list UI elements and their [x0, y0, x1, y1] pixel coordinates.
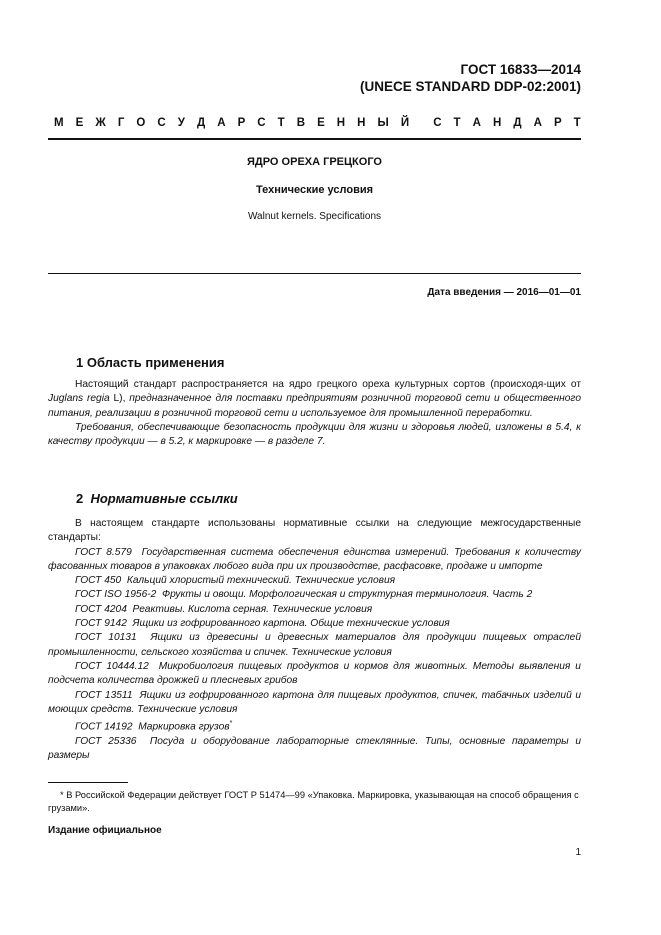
section-2-body [48, 517, 581, 763]
banner-letter: О [136, 117, 146, 129]
document-subtitle: Технические условия [255, 184, 374, 196]
banner-letter: У [177, 117, 185, 129]
scope-paragraph [48, 378, 581, 421]
reference-item [48, 660, 581, 689]
banner-letter: Т [453, 117, 461, 129]
banner-letter: Й [400, 117, 410, 129]
reference-code: ГОСТ 10444.12 [75, 660, 149, 672]
reference-title: Кальций хлористый технический. Технические условия [126, 575, 396, 587]
scope-text: L), [109, 393, 130, 405]
banner-letter: В [296, 117, 306, 129]
section-title: Нормативные ссылки [90, 491, 238, 506]
scope-text: Настоящий стандарт распространяется на ядро грецкого ореха культурных сортов (происходя-щих от [75, 379, 581, 390]
banner-letter: Д [513, 117, 522, 129]
banner-letter: Д [196, 117, 206, 129]
banner-letter: А [217, 117, 226, 129]
reference-item [48, 574, 581, 588]
introduction-date: Дата введения — 2016—01—01 [427, 287, 581, 298]
header-divider [48, 138, 581, 140]
reference-code: ГОСТ 4204 [75, 603, 127, 615]
banner-letter: А [472, 117, 481, 129]
section-number: 2 [76, 491, 84, 506]
banner-letter: С [257, 117, 266, 129]
reference-item [48, 717, 581, 735]
reference-item [48, 689, 581, 718]
reference-title: Реактивы. Кислота серная. Технические условия [132, 603, 373, 615]
reference-title: Ящики из гофрированного картона. Общие технические условия [132, 618, 450, 630]
reference-code: ГОСТ 13511 [75, 689, 133, 701]
reference-code: ГОСТ 450 [75, 575, 122, 587]
banner-letter: Ж [95, 117, 106, 129]
banner-letter: Т [277, 117, 285, 129]
footnote-marker: * [229, 720, 233, 728]
safety-paragraph: Требования, обеспечивающие безопасность продукции для жизни и здоровья людей, изложены в 5.4, к качеству продукции — в 5.2, к маркировке — в разделе 7. [48, 421, 581, 448]
reference-code: ГОСТ 8.579 [75, 546, 132, 558]
reference-item [48, 603, 581, 617]
reference-code: ГОСТ 10131 [75, 632, 137, 644]
banner-letter: Е [317, 117, 325, 129]
section-1-heading: 1 Область применения [76, 355, 225, 370]
banner-letter: Т [573, 117, 581, 129]
reference-title: Ящики из гофрированного картона для пищевых продуктов, спичек, табачных изделий и моющих средств. Технические условия [48, 689, 581, 715]
reference-title: Фрукты и овощи. Морфологическая и структурная терминология. Часть 2 [161, 589, 533, 601]
reference-code: ГОСТ 14192 [75, 721, 133, 733]
reference-item [48, 631, 581, 660]
section-1-body [48, 378, 581, 449]
interstate-standard-banner [54, 117, 581, 129]
banner-letter: Н [336, 117, 346, 129]
reference-title: Маркировка грузов [138, 721, 230, 733]
document-title: ЯДРО ОРЕХА ГРЕЦКОГО [247, 156, 382, 168]
page-number: 1 [575, 847, 581, 858]
reference-title: Микробиология пищевых продуктов и кормов для животных. Методы выявления и подсчета количества дрожжей и плесневых грибов [48, 660, 581, 687]
banner-letter: С [157, 117, 166, 129]
banner-letter: Е [75, 117, 84, 129]
banner-letter: С [433, 117, 442, 129]
title-divider [48, 273, 581, 274]
reference-code: ГОСТ ISO 1956-2 [75, 589, 157, 601]
footnote-text: * В Российской Федерации действует ГОСТ Р 51474—99 «Упаковка. Маркировка, указывающая на способ обращения с грузами». [48, 790, 579, 813]
reference-code: ГОСТ 25336 [75, 735, 137, 747]
official-edition-label: Издание официальное [48, 825, 162, 836]
species-name: Juglans regia [48, 393, 110, 405]
banner-letter: Ы [377, 117, 389, 129]
references-intro: В настоящем стандарте использованы нормативные ссылки на следующие межгосударственные стандарты: [48, 518, 581, 544]
standard-code: ГОСТ 16833—2014 [460, 62, 581, 77]
banner-letter: Р [553, 117, 562, 129]
reference-item [48, 588, 581, 602]
footnote [48, 789, 581, 815]
reference-item [48, 735, 581, 764]
reference-item [48, 617, 581, 631]
banner-letter: Н [492, 117, 502, 129]
unece-code: (UNECE STANDARD DDP-02:2001) [359, 79, 581, 94]
banner-letter: Р [237, 117, 246, 129]
section-2-heading [76, 491, 238, 506]
banner-letter: Н [357, 117, 366, 129]
reference-title: Ящики из древесины и древесных материалов для продукции пищевых отраслей промышленности, сельского хозяйства и спичек. Технические условия [48, 632, 581, 658]
reference-code: ГОСТ 9142 [75, 618, 127, 630]
reference-title: Государственная система обеспечения единства измерений. Требования к количеству фасованных товаров в упаковках любого вида при их производстве, расфасовке, продаже и импорте [48, 546, 581, 572]
scope-purpose: предназначенное для поставки предприятиям розничной торговой сети и общественного питания, реализации в розничной торговой сети и используемое для промышленной переработки. [48, 393, 581, 419]
banner-letter: Г [117, 117, 125, 129]
reference-item [48, 546, 581, 575]
banner-letter: А [533, 117, 542, 129]
reference-title: Посуда и оборудование лабораторные стеклянные. Типы, основные параметры и размеры [48, 735, 581, 762]
banner-letter: М [54, 117, 64, 129]
footnote-divider [48, 782, 128, 783]
english-title: Walnut kernels. Specifications [247, 211, 382, 222]
